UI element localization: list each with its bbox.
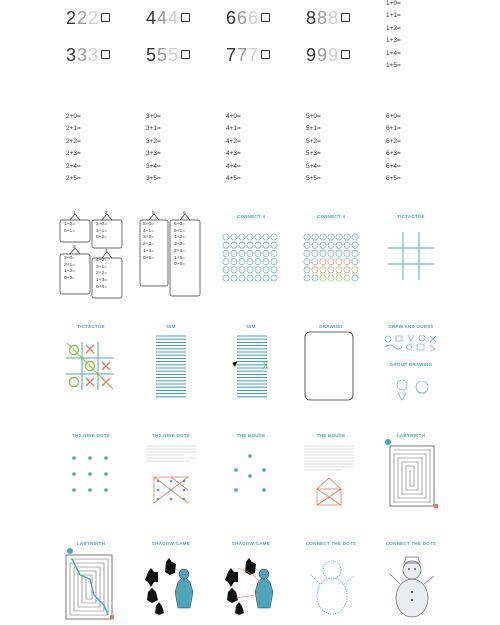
labyrinth-maze-b	[60, 545, 118, 623]
sum-line: 3+3=	[146, 150, 161, 158]
connect4-hole	[336, 259, 342, 265]
sum-list-3	[146, 111, 161, 185]
connect4-hole	[231, 275, 237, 281]
dice-icon	[261, 50, 270, 59]
tag-number: 6	[183, 211, 186, 216]
nim-lines-empty	[154, 334, 188, 400]
labyrinth-maze-a	[382, 436, 440, 512]
connect4-hole	[320, 275, 326, 281]
connect4-hole	[263, 242, 269, 248]
tag-number: 1	[73, 211, 76, 216]
connect4-hole	[223, 275, 229, 281]
trace-5: 555	[146, 45, 216, 66]
tictactoe-grid-empty	[386, 230, 436, 282]
sum-line: 6+1=	[386, 125, 401, 133]
connect4-hole	[304, 234, 310, 240]
connect4-hole	[320, 242, 326, 248]
connect4-hole	[239, 275, 245, 281]
connect4-hole	[223, 250, 229, 256]
sum-line: 4+1=	[226, 125, 241, 133]
title-drawing: DRAWING	[319, 324, 343, 329]
connect4-hole	[328, 275, 334, 281]
title-nim-b: NIM	[246, 324, 256, 329]
sum-line: 2+4=	[66, 162, 81, 170]
sum-line: 1+3=	[386, 37, 401, 45]
connect4-hole	[304, 275, 310, 281]
sum-line: 3+0=	[146, 113, 161, 120]
sum-line: 4+5=	[226, 175, 241, 183]
connect4-hole	[263, 234, 269, 240]
connect4-hole	[344, 250, 350, 256]
connect4-hole	[271, 250, 277, 256]
connect4-hole	[336, 242, 342, 248]
sum-line: 1+0=	[386, 0, 401, 7]
title-connect-dots-b: CONNECT THE DOTS	[385, 541, 437, 546]
sum-line: 6+3=	[386, 150, 401, 158]
connect4-hole	[352, 259, 358, 265]
connect4-hole	[223, 259, 229, 265]
connect4-hole	[336, 275, 342, 281]
connect4-hole	[239, 267, 245, 273]
sum-line: 6+2=	[386, 137, 401, 145]
sum-line: 2+5=	[66, 175, 81, 183]
tag-number: 2	[105, 211, 108, 216]
connect4-hole	[304, 259, 310, 265]
connect4-hole	[352, 250, 358, 256]
connect4-hole	[320, 259, 326, 265]
connect-dots-snowman	[302, 552, 362, 622]
sum-line: 2+1=	[66, 125, 81, 133]
connect4-hole	[352, 275, 358, 281]
connect4-hole	[312, 259, 318, 265]
connect4-hole	[328, 242, 334, 248]
connect4-hole	[344, 234, 350, 240]
sum-line: 2+2=	[66, 137, 81, 145]
sum-list-2	[66, 111, 81, 185]
sum-line: 4+4=	[226, 162, 241, 170]
connect4-hole	[239, 234, 245, 240]
trace-9: 999	[306, 45, 376, 66]
connect4-hole	[271, 267, 277, 273]
house-puzzle	[226, 448, 274, 500]
sum-line: 6+5=	[386, 175, 401, 183]
sum-list-4	[226, 111, 241, 185]
connect4-hole	[352, 242, 358, 248]
connect4-hole	[263, 250, 269, 256]
sum-line: 1+4=	[386, 49, 401, 57]
trace-3: 333	[66, 45, 136, 66]
nine-dots-solution	[144, 443, 198, 509]
trace-7: 777	[226, 45, 296, 66]
trace-4: 444	[146, 8, 216, 29]
tag-5-list: 5+0= 4+1= 3+2= 2+3= 1+4= 0+5=	[143, 222, 154, 261]
connect4-hole	[223, 234, 229, 240]
title-connect-dots-a: CONNECT THE DOTS	[305, 541, 357, 546]
sum-line: 4+3=	[226, 150, 241, 158]
title-shadow-game-a: SHADOW GAME	[151, 541, 191, 546]
sum-line: 3+1=	[146, 125, 161, 133]
connect4-hole	[231, 234, 237, 240]
connect4-hole	[255, 275, 261, 281]
title-labyrinth-a: LABYRINTH	[396, 433, 426, 438]
draw-and-guess-sketches	[382, 333, 440, 405]
sum-list-6	[386, 111, 401, 185]
connect4-hole	[223, 242, 229, 248]
title-house-a: THE HOUSE	[236, 433, 266, 438]
connect4-hole	[336, 250, 342, 256]
sum-line: 5+2=	[306, 137, 321, 145]
connect4-hole	[344, 259, 350, 265]
dice-icon	[181, 13, 190, 22]
connect4-hole	[247, 267, 253, 273]
tag-1-list: 1+0= 0+1=	[64, 222, 75, 234]
connect4-hole	[312, 234, 318, 240]
connect4-hole	[231, 267, 237, 273]
house-solution	[302, 443, 356, 509]
connect4-hole	[255, 250, 261, 256]
connect4-hole	[239, 259, 245, 265]
connect4-hole	[304, 250, 310, 256]
sum-list-1	[386, 0, 401, 72]
sum-line: 3+2=	[146, 137, 161, 145]
connect4-hole	[328, 234, 334, 240]
title-nim-a: NIM	[166, 324, 176, 329]
connect4-hole	[312, 250, 318, 256]
connect4-hole	[247, 250, 253, 256]
title-tictactoe-a: TICTACTOE	[397, 214, 425, 219]
dice-icon	[341, 50, 350, 59]
tag-number: 4	[105, 249, 108, 254]
connect4-hole	[344, 275, 350, 281]
tag-3-list: 3+0= 2+1= 1+2= 0+3=	[64, 256, 75, 282]
connect4-hole	[247, 275, 253, 281]
connect4-hole	[223, 267, 229, 273]
sum-line: 1+1=	[386, 12, 401, 20]
sum-line: 5+0=	[306, 113, 321, 120]
connect4-hole	[271, 234, 277, 240]
connect4-hole	[328, 250, 334, 256]
sum-line: 5+5=	[306, 175, 321, 183]
tag-4-list: 4+0= 3+1= 2+2= 1+3= 0+4=	[96, 258, 107, 290]
sum-line: 4+0=	[226, 113, 241, 120]
sum-line: 2+0=	[66, 113, 81, 120]
connect-dots-snowman-solved	[382, 552, 442, 622]
sum-line: 6+0=	[386, 113, 401, 120]
connect4-hole	[352, 267, 358, 273]
dice-icon	[261, 13, 270, 22]
sum-line: 1+2=	[386, 24, 401, 32]
title-draw-and-guess: DRAW AND GUESS	[388, 324, 434, 329]
sum-line: 5+4=	[306, 162, 321, 170]
sum-line: 3+4=	[146, 162, 161, 170]
connect4-hole	[231, 242, 237, 248]
connect4-grid-empty	[222, 232, 278, 284]
connect4-hole	[320, 234, 326, 240]
connect4-hole	[247, 242, 253, 248]
sum-line: 3+5=	[146, 175, 161, 183]
connect4-hole	[247, 234, 253, 240]
connect4-hole	[344, 242, 350, 248]
nine-dots-puzzle	[68, 448, 112, 498]
connect4-hole	[328, 259, 334, 265]
sum-line: 6+4=	[386, 162, 401, 170]
connect4-hole	[312, 267, 318, 273]
connect4-hole	[336, 267, 342, 273]
connect4-hole	[263, 259, 269, 265]
shadow-game-b	[222, 552, 286, 618]
connect4-hole	[255, 267, 261, 273]
sum-list-5	[306, 111, 321, 185]
connect4-hole	[304, 267, 310, 273]
tictactoe-grid-played	[64, 340, 116, 392]
connect4-hole	[352, 234, 358, 240]
title-house-b: THE HOUSE	[316, 433, 346, 438]
connect4-hole	[336, 234, 342, 240]
title-connect4-a: CONNECT 4	[236, 214, 266, 219]
connect4-hole	[255, 259, 261, 265]
title-labyrinth-b: LABYRINTH	[76, 541, 106, 546]
connect4-hole	[304, 242, 310, 248]
title-nine-dots-a: THE NINE DOTS	[71, 433, 111, 438]
tag-2-list: 2+0= 1+1= 0+2=	[96, 222, 107, 241]
connect4-hole	[231, 250, 237, 256]
tag-number: 5	[152, 211, 155, 216]
sum-line: 5+3=	[306, 150, 321, 158]
dice-icon	[181, 50, 190, 59]
sum-line: 4+2=	[226, 137, 241, 145]
trace-2: 222	[66, 8, 136, 29]
connect4-hole	[344, 267, 350, 273]
trace-6: 666	[226, 8, 296, 29]
connect4-hole	[312, 275, 318, 281]
connect4-hole	[328, 267, 334, 273]
connect4-hole	[239, 242, 245, 248]
connect4-hole	[263, 275, 269, 281]
connect4-hole	[239, 250, 245, 256]
connect4-hole	[263, 267, 269, 273]
sum-line: 5+1=	[306, 125, 321, 133]
connect4-hole	[312, 242, 318, 248]
dice-icon	[101, 50, 110, 59]
trace-8: 888	[306, 8, 376, 29]
connect4-hole	[271, 275, 277, 281]
connect4-grid-played	[303, 232, 359, 284]
drawing-frame	[304, 331, 354, 401]
tag-6-list: 6+0= 5+1= 4+2= 3+3= 2+4= 1+5= 0+6=	[174, 222, 185, 268]
title-connect4-b: CONNECT 4	[316, 214, 346, 219]
title-group-drawing: GROUP DRAWING	[389, 362, 433, 367]
title-nine-dots-b: THE NINE DOTS	[151, 433, 191, 438]
connect4-hole	[320, 267, 326, 273]
connect4-hole	[271, 259, 277, 265]
sum-line: 1+5=	[386, 62, 401, 70]
connect4-hole	[255, 234, 261, 240]
connect4-hole	[255, 242, 261, 248]
shadow-game-a	[142, 552, 206, 618]
connect4-hole	[231, 259, 237, 265]
dice-icon	[101, 13, 110, 22]
connect4-hole	[247, 259, 253, 265]
title-shadow-game-b: SHADOW GAME	[231, 541, 271, 546]
connect4-hole	[320, 250, 326, 256]
sum-line: 2+3=	[66, 150, 81, 158]
connect4-hole	[271, 242, 277, 248]
dice-icon	[341, 13, 350, 22]
title-tictactoe-b: TICTACTOE	[77, 324, 105, 329]
nim-lines-played	[232, 334, 272, 400]
tag-number: 3	[73, 245, 76, 250]
